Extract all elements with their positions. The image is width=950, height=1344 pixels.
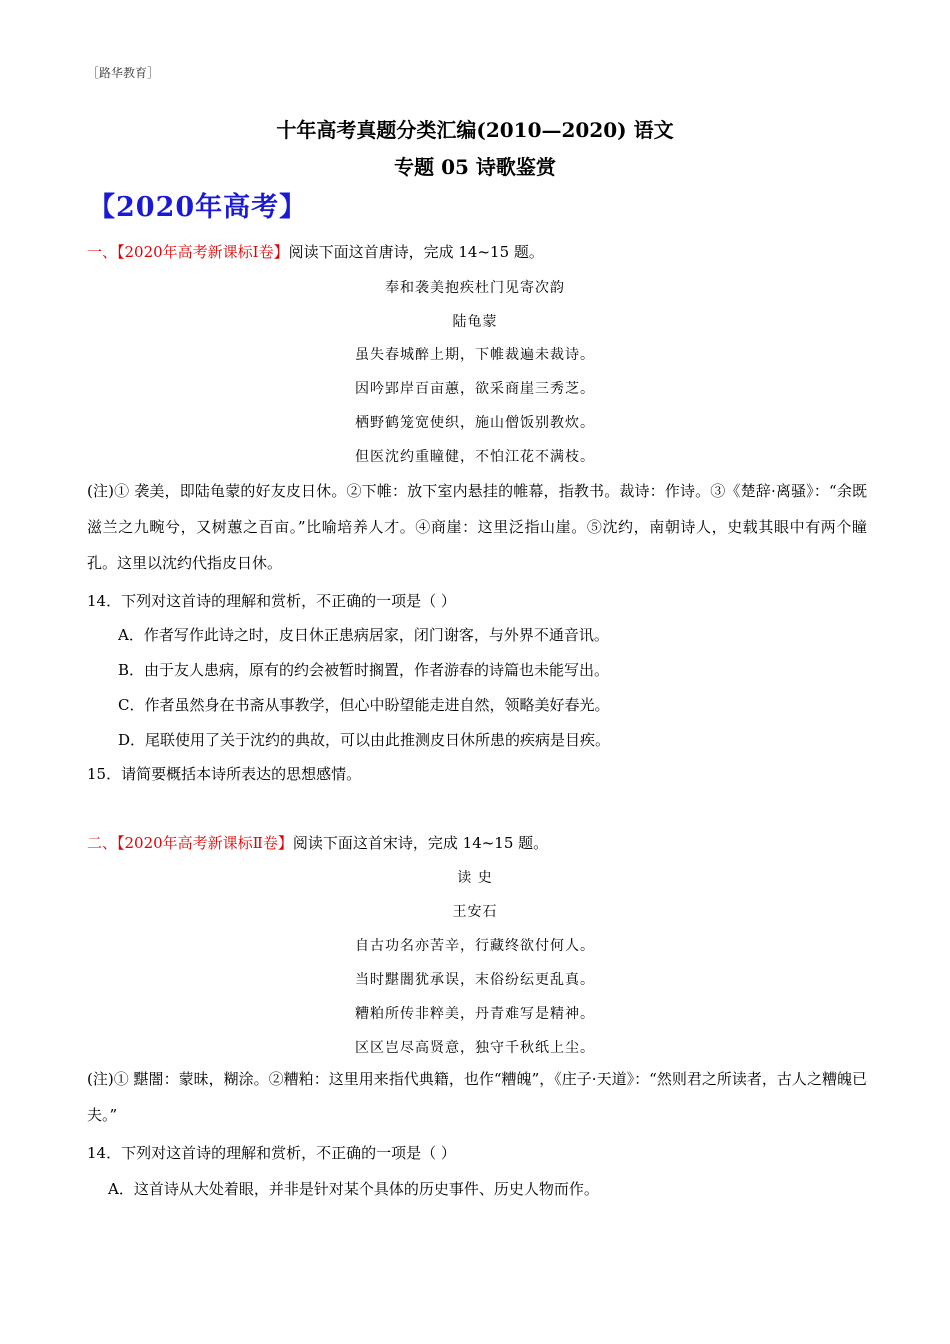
q1-option-c: C．作者虽然身在书斋从事教学，但心中盼望能走进自然，领略美好春光。 bbox=[118, 696, 610, 714]
q2-heading bbox=[87, 832, 548, 853]
q2-poem-line: 糟粕所传非粹美，丹青难写是精神。 bbox=[355, 1006, 595, 1022]
q1-heading bbox=[87, 241, 544, 262]
q1-question-14: 14．下列对这首诗的理解和赏析，不正确的一项是（ ） bbox=[87, 592, 456, 610]
q1-intro: 阅读下面这首唐诗，完成 14~15 题。 bbox=[288, 243, 544, 261]
header-tag: ［路华教育］ bbox=[87, 66, 160, 80]
doc-title: 十年高考真题分类汇编(2010—2020) 语文 bbox=[276, 118, 674, 142]
q1-option-d: D．尾联使用了关于沈约的典故，可以由此推测皮日休所患的疾病是目疾。 bbox=[118, 731, 611, 749]
q2-poem-author: 王安石 bbox=[452, 904, 498, 920]
q1-poem-line: 虽失春城醉上期，下帷裁遍未裁诗。 bbox=[355, 347, 595, 363]
q2-intro: 阅读下面这首宋诗，完成 14~15 题。 bbox=[292, 834, 549, 852]
q2-question-14: 14．下列对这首诗的理解和赏析，不正确的一项是（ ） bbox=[87, 1144, 456, 1162]
q1-poem-line: 因吟郢岸百亩蕙，欲采商崖三秀芝。 bbox=[355, 381, 595, 397]
q1-source: 一、【2020年高考新课标Ⅰ卷】 bbox=[87, 243, 289, 261]
q1-option-a: A．作者写作此诗之时，皮日休正患病居家，闭门谢客，与外界不通音讯。 bbox=[118, 626, 609, 644]
q2-poem-line: 自古功名亦苦辛，行藏终欲付何人。 bbox=[355, 938, 595, 954]
q2-poem-line: 区区岂尽高贤意，独守千秋纸上尘。 bbox=[355, 1040, 595, 1056]
q1-question-15: 15．请简要概括本诗所表达的思想感情。 bbox=[87, 765, 362, 783]
q2-poem-line: 当时黮闇犹承误，末俗纷纭更乱真。 bbox=[355, 972, 595, 988]
q1-option-b: B．由于友人患病，原有的约会被暂时搁置，作者游春的诗篇也未能写出。 bbox=[118, 661, 610, 679]
q1-poem-line: 栖野鹤笼宽使织，施山僧饭别教炊。 bbox=[355, 415, 595, 431]
q1-note: (注)① 袭美，即陆龟蒙的好友皮日休。②下帷：放下室内悬挂的帷幕，指教书。裁诗：作诗。③《楚辞·离骚》：“余既滋兰之九畹兮，又树蕙之百亩。”比喻培养人才。④商崖：这里泛指山崖。⑤沈约，南朝诗人，史载其眼中有两个瞳孔。这里以沈约代指皮日休。 bbox=[87, 482, 867, 572]
q2-poem-title: 读 史 bbox=[457, 870, 493, 886]
section-year-heading: 【2020年高考】 bbox=[88, 192, 308, 223]
q1-poem-author: 陆龟蒙 bbox=[452, 314, 498, 330]
q1-poem-line: 但医沈约重瞳健，不怕江花不满枝。 bbox=[355, 449, 595, 465]
q2-source: 二、【2020年高考新课标Ⅱ卷】 bbox=[87, 834, 293, 852]
q2-option-a: A．这首诗从大处着眼，并非是针对某个具体的历史事件、历史人物而作。 bbox=[108, 1180, 599, 1198]
q2-note: (注)① 黮闇：蒙昧，糊涂。②糟粕：这里用来指代典籍，也作“糟魄”，《庄子·天道》：“然则君之所读者，古人之糟魄已夫。” bbox=[87, 1070, 867, 1124]
q1-poem-title: 奉和袭美抱疾杜门见寄次韵 bbox=[385, 280, 565, 296]
doc-subtitle: 专题 05 诗歌鉴赏 bbox=[394, 155, 556, 179]
